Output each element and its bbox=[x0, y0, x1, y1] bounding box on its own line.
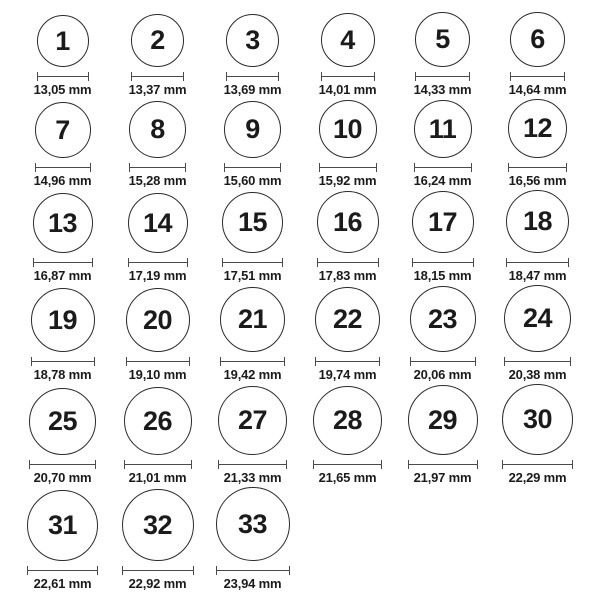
ring-size-item bbox=[205, 287, 300, 382]
diameter-label: 15,28 mm bbox=[128, 173, 187, 188]
diameter-measure-line bbox=[222, 258, 283, 267]
diameter-measure-line bbox=[27, 566, 98, 575]
ring-circle bbox=[126, 288, 190, 352]
diameter-label: 14,33 mm bbox=[413, 82, 472, 97]
diameter-label: 22,29 mm bbox=[508, 470, 567, 485]
ring-size-number: 15 bbox=[237, 207, 268, 237]
ring-circle bbox=[502, 384, 573, 455]
ring-circle bbox=[27, 490, 98, 561]
diameter-label: 21,33 mm bbox=[223, 470, 282, 485]
diameter-label: 15,92 mm bbox=[318, 173, 377, 188]
chart-row bbox=[15, 384, 585, 485]
ring-size-number: 21 bbox=[237, 304, 268, 334]
diameter-measure-line bbox=[504, 357, 571, 366]
ring-circle bbox=[317, 191, 379, 253]
ring-circle bbox=[216, 487, 290, 561]
ring-circle bbox=[313, 386, 382, 455]
diameter-label: 19,42 mm bbox=[223, 367, 282, 382]
diameter-measure-line bbox=[508, 163, 567, 172]
ring-size-item bbox=[110, 288, 205, 382]
diameter-label: 20,38 mm bbox=[508, 367, 567, 382]
ring-circle bbox=[37, 15, 89, 67]
ring-size-item bbox=[15, 490, 110, 591]
diameter-measure-line bbox=[415, 72, 470, 81]
ring-size-number: 12 bbox=[522, 113, 553, 143]
ring-circle bbox=[224, 101, 281, 158]
ring-size-number: 27 bbox=[237, 405, 268, 435]
ring-circle bbox=[510, 12, 565, 67]
ring-size-number: 7 bbox=[55, 114, 70, 145]
ring-circle bbox=[315, 287, 380, 352]
ring-size-number: 13 bbox=[47, 207, 78, 238]
diameter-measure-line bbox=[122, 566, 194, 575]
diameter-measure-line bbox=[313, 460, 382, 469]
ring-size-item bbox=[15, 388, 110, 485]
ring-size-number: 4 bbox=[340, 24, 355, 55]
ring-circle bbox=[128, 193, 188, 253]
chart-row bbox=[15, 285, 585, 382]
ring-size-number: 23 bbox=[427, 303, 458, 334]
ring-circle bbox=[124, 387, 192, 455]
ring-size-item bbox=[395, 100, 490, 188]
diameter-measure-line bbox=[218, 460, 287, 469]
ring-circle bbox=[508, 99, 567, 158]
ring-size-number: 30 bbox=[522, 404, 553, 434]
ring-circle bbox=[129, 101, 186, 158]
diameter-measure-line bbox=[315, 357, 380, 366]
diameter-label: 13,69 mm bbox=[223, 82, 282, 97]
ring-size-item bbox=[15, 193, 110, 283]
ring-circle bbox=[410, 286, 476, 352]
ring-size-number: 29 bbox=[427, 404, 458, 435]
ring-size-item bbox=[110, 101, 205, 188]
ring-size-item bbox=[490, 12, 585, 97]
ring-circle bbox=[218, 386, 287, 455]
diameter-label: 23,94 mm bbox=[223, 576, 282, 591]
diameter-label: 13,37 mm bbox=[128, 82, 187, 97]
diameter-label: 20,70 mm bbox=[33, 470, 92, 485]
ring-size-number: 9 bbox=[245, 114, 260, 144]
ring-size-number: 26 bbox=[142, 405, 173, 436]
ring-size-item bbox=[490, 99, 585, 188]
ring-size-item bbox=[300, 287, 395, 382]
diameter-label: 21,97 mm bbox=[413, 470, 472, 485]
ring-size-item bbox=[395, 191, 490, 283]
diameter-label: 19,10 mm bbox=[128, 367, 187, 382]
diameter-label: 14,64 mm bbox=[508, 82, 567, 97]
ring-size-number: 20 bbox=[142, 304, 173, 335]
ring-size-number: 33 bbox=[237, 508, 268, 539]
ring-circle bbox=[414, 100, 472, 158]
ring-size-number: 1 bbox=[55, 25, 70, 56]
ring-size-item bbox=[205, 14, 300, 97]
ring-size-item bbox=[490, 190, 585, 283]
ring-size-item bbox=[15, 102, 110, 188]
ring-size-item bbox=[490, 285, 585, 382]
ring-circle bbox=[220, 287, 285, 352]
diameter-label: 20,06 mm bbox=[413, 367, 472, 382]
diameter-label: 15,60 mm bbox=[223, 173, 282, 188]
diameter-measure-line bbox=[321, 72, 375, 81]
diameter-label: 22,92 mm bbox=[128, 576, 187, 591]
ring-size-number: 3 bbox=[245, 25, 260, 55]
ring-size-item bbox=[205, 487, 300, 591]
ring-size-item bbox=[110, 14, 205, 97]
ring-size-number: 6 bbox=[530, 24, 545, 54]
ring-circle bbox=[412, 191, 474, 253]
diameter-label: 16,56 mm bbox=[508, 173, 567, 188]
ring-size-item bbox=[300, 386, 395, 485]
ring-size-number: 14 bbox=[142, 207, 173, 238]
diameter-measure-line bbox=[226, 72, 279, 81]
ring-size-item bbox=[15, 15, 110, 97]
diameter-measure-line bbox=[224, 163, 281, 172]
diameter-measure-line bbox=[33, 258, 93, 267]
chart-row bbox=[15, 12, 585, 97]
diameter-measure-line bbox=[29, 460, 96, 469]
ring-size-number: 18 bbox=[522, 206, 553, 236]
ring-size-item bbox=[395, 286, 490, 382]
ring-size-item bbox=[205, 386, 300, 485]
chart-row bbox=[15, 487, 585, 591]
ring-size-number: 16 bbox=[332, 206, 363, 237]
ring-size-number: 19 bbox=[47, 304, 78, 335]
diameter-label: 21,65 mm bbox=[318, 470, 377, 485]
diameter-label: 14,96 mm bbox=[33, 173, 92, 188]
ring-circle bbox=[222, 192, 283, 253]
ring-size-number: 5 bbox=[435, 24, 450, 54]
ring-size-item bbox=[490, 384, 585, 485]
diameter-measure-line bbox=[131, 72, 184, 81]
ring-circle bbox=[33, 193, 93, 253]
ring-size-number: 24 bbox=[522, 303, 553, 333]
ring-size-item bbox=[110, 193, 205, 283]
ring-size-number: 31 bbox=[47, 510, 78, 540]
ring-circle bbox=[29, 388, 96, 455]
diameter-measure-line bbox=[408, 460, 478, 469]
ring-circle bbox=[122, 489, 194, 561]
diameter-label: 22,61 mm bbox=[33, 576, 92, 591]
chart-row bbox=[15, 99, 585, 188]
diameter-label: 16,24 mm bbox=[413, 173, 472, 188]
ring-size-number: 17 bbox=[427, 206, 458, 237]
diameter-label: 13,05 mm bbox=[33, 82, 92, 97]
diameter-measure-line bbox=[414, 163, 472, 172]
ring-size-number: 10 bbox=[332, 113, 363, 144]
ring-size-item bbox=[300, 100, 395, 188]
ring-size-number: 28 bbox=[332, 405, 363, 435]
ring-circle bbox=[504, 285, 571, 352]
diameter-label: 16,87 mm bbox=[33, 268, 92, 283]
diameter-label: 17,51 mm bbox=[223, 268, 282, 283]
diameter-label: 21,01 mm bbox=[128, 470, 187, 485]
diameter-measure-line bbox=[129, 163, 186, 172]
ring-size-item bbox=[110, 387, 205, 485]
ring-size-item bbox=[15, 288, 110, 382]
ring-circle bbox=[506, 190, 569, 253]
ring-circle bbox=[415, 12, 470, 67]
ring-size-item bbox=[205, 192, 300, 283]
diameter-measure-line bbox=[506, 258, 569, 267]
ring-size-item bbox=[300, 13, 395, 97]
ring-size-item bbox=[395, 385, 490, 485]
ring-circle bbox=[319, 100, 377, 158]
ring-size-number: 8 bbox=[150, 114, 165, 144]
diameter-measure-line bbox=[124, 460, 192, 469]
ring-circle bbox=[131, 14, 184, 67]
ring-size-number: 2 bbox=[150, 25, 165, 55]
chart-row bbox=[15, 190, 585, 283]
diameter-label: 14,01 mm bbox=[318, 82, 377, 97]
diameter-measure-line bbox=[31, 357, 95, 366]
diameter-measure-line bbox=[126, 357, 190, 366]
diameter-measure-line bbox=[35, 163, 91, 172]
ring-size-number: 22 bbox=[332, 304, 363, 334]
diameter-label: 19,74 mm bbox=[318, 367, 377, 382]
diameter-measure-line bbox=[410, 357, 476, 366]
ring-circle bbox=[321, 13, 375, 67]
ring-circle bbox=[226, 14, 279, 67]
diameter-measure-line bbox=[220, 357, 285, 366]
diameter-measure-line bbox=[216, 566, 290, 575]
diameter-label: 18,15 mm bbox=[413, 268, 472, 283]
ring-size-item bbox=[205, 101, 300, 188]
ring-size-number: 32 bbox=[142, 509, 173, 540]
diameter-label: 18,47 mm bbox=[508, 268, 567, 283]
ring-size-number: 25 bbox=[47, 406, 78, 436]
diameter-measure-line bbox=[128, 258, 188, 267]
diameter-label: 17,83 mm bbox=[318, 268, 377, 283]
diameter-label: 18,78 mm bbox=[33, 367, 92, 382]
diameter-label: 17,19 mm bbox=[128, 268, 187, 283]
ring-circle bbox=[35, 102, 91, 158]
diameter-measure-line bbox=[412, 258, 474, 267]
diameter-measure-line bbox=[37, 72, 89, 81]
diameter-measure-line bbox=[317, 258, 379, 267]
diameter-measure-line bbox=[502, 460, 573, 469]
diameter-measure-line bbox=[510, 72, 565, 81]
ring-circle bbox=[31, 288, 95, 352]
ring-size-item bbox=[300, 191, 395, 283]
ring-size-item bbox=[110, 489, 205, 591]
ring-size-item bbox=[395, 12, 490, 97]
ring-circle bbox=[408, 385, 478, 455]
diameter-measure-line bbox=[319, 163, 377, 172]
ring-size-number: 11 bbox=[428, 113, 457, 144]
